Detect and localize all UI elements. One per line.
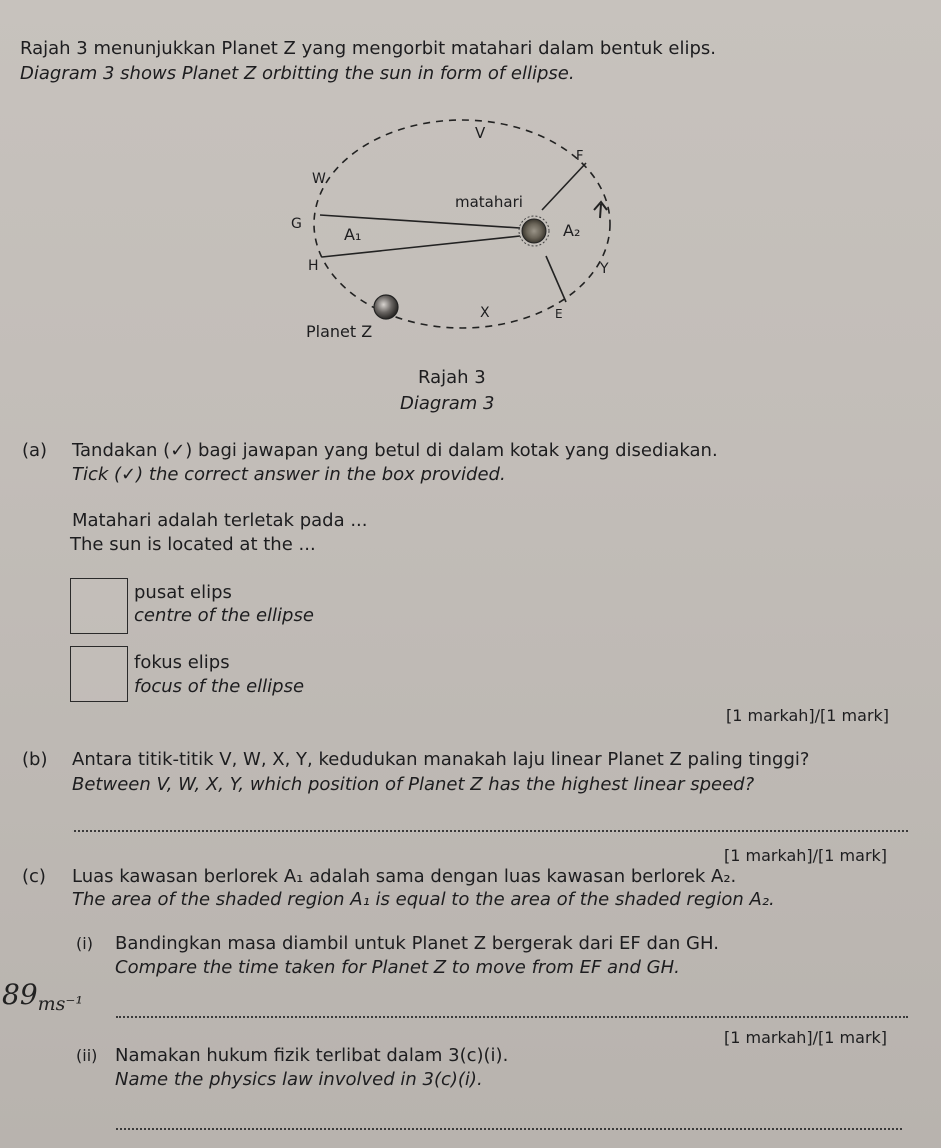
label-y: Y [600, 261, 609, 277]
label-planet-z: Planet Z [306, 322, 373, 341]
part-a-label: (a) [22, 440, 48, 461]
part-c-i-mark: [1 markah]/[1 mark] [724, 1028, 888, 1047]
intro-line-en: Diagram 3 shows Planet Z orbitting the sun in form of ellipse. [20, 63, 575, 84]
handwritten-answer: $89_{ms^{-1}}$ [2, 978, 84, 1015]
checkbox-centre[interactable] [70, 578, 128, 634]
diagram-caption-ms: Rajah 3 [418, 367, 486, 388]
checkbox-focus[interactable] [70, 646, 128, 702]
sun-icon [522, 219, 546, 243]
option-centre-en: centre of the ellipse [134, 605, 314, 626]
part-c-stem-ms: Luas kawasan berlorek A₁ adalah sama dengan luas kawasan berlorek A₂. [72, 866, 737, 887]
direction-arrow-icon [594, 202, 607, 218]
part-c-ii-answer-line[interactable] [116, 1128, 902, 1130]
handwritten-unit: ms⁻¹ [37, 993, 84, 1015]
intro-line-ms: Rajah 3 menunjukkan Planet Z yang mengorbit matahari dalam bentuk elips. [20, 38, 716, 59]
option-centre-ms: pusat elips [134, 582, 232, 603]
label-f: F [576, 149, 584, 164]
part-c-label: (c) [22, 866, 46, 887]
part-c-ii-question-en: Name the physics law involved in 3(c)(i). [115, 1069, 483, 1090]
part-c-i-question-en: Compare the time taken for Planet Z to move from EF and GH. [115, 957, 680, 978]
option-focus-ms: fokus elips [134, 652, 230, 673]
part-a-question-ms: Tandakan (✓) bagi jawapan yang betul di dalam kotak yang disediakan. [72, 440, 718, 461]
label-e: E [555, 307, 563, 321]
label-a1: A₁ [344, 225, 362, 244]
part-b-question-ms: Antara titik-titik V, W, X, Y, kedudukan manakah laju linear Planet Z paling tinggi? [72, 749, 810, 770]
part-a-stem-en: The sun is located at the ... [70, 534, 316, 555]
label-sun: matahari [455, 193, 523, 211]
part-b-answer-line[interactable] [74, 830, 908, 832]
label-a2: A₂ [563, 221, 581, 240]
label-x: X [480, 305, 490, 321]
part-c-ii-question-ms: Namakan hukum fizik terlibat dalam 3(c)(i). [115, 1045, 509, 1066]
part-c-i-question-ms: Bandingkan masa diambil untuk Planet Z bergerak dari EF dan GH. [115, 933, 719, 954]
label-v: V [475, 124, 486, 142]
part-c-i-answer-line[interactable] [116, 1016, 908, 1018]
part-c-ii-label: (ii) [76, 1046, 98, 1065]
part-a-mark: [1 markah]/[1 mark] [726, 706, 890, 725]
label-h: H [308, 258, 319, 274]
part-c-i-label: (i) [76, 934, 93, 953]
diagram-caption-en: Diagram 3 [400, 393, 495, 414]
line-sun-to-e [546, 256, 566, 302]
label-g: G [291, 216, 302, 232]
part-b-question-en: Between V, W, X, Y, which position of Planet Z has the highest linear speed? [72, 774, 755, 795]
line-sun-to-f [542, 163, 586, 210]
planet-z-icon [374, 295, 398, 319]
part-b-label: (b) [22, 749, 48, 770]
label-w: W [312, 171, 326, 187]
orbit-diagram [0, 0, 941, 360]
part-a-stem-ms: Matahari adalah terletak pada ... [72, 510, 368, 531]
part-b-mark: [1 markah]/[1 mark] [724, 846, 888, 865]
part-a-question-en: Tick (✓) the correct answer in the box provided. [72, 464, 506, 485]
part-c-stem-en: The area of the shaded region A₁ is equal to the area of the shaded region A₂. [72, 889, 775, 910]
option-focus-en: focus of the ellipse [134, 676, 305, 697]
